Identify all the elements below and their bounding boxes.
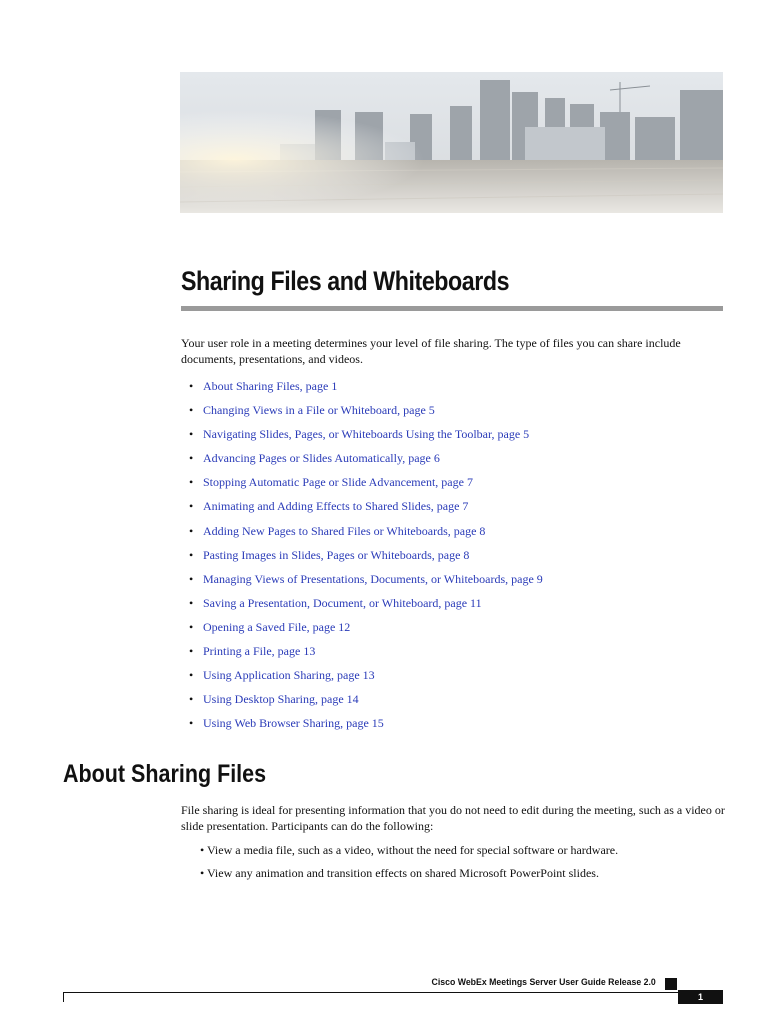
footer-guide-title: Cisco WebEx Meetings Server User Guide Release 2.0	[431, 977, 656, 988]
banner-image	[180, 72, 723, 213]
bullet: •	[189, 571, 194, 586]
toc-item	[189, 474, 543, 498]
toc-link-navigating-slides[interactable]: Navigating Slides, Pages, or Whiteboards Using the Toolbar, page 5	[203, 427, 530, 442]
list-item: • View any animation and transition effects on shared Microsoft PowerPoint slides.	[200, 866, 599, 880]
bullet: •	[189, 716, 194, 731]
toc-link-changing-views[interactable]: Changing Views in a File or Whiteboard, page 5	[203, 403, 435, 418]
page-number: 1	[678, 990, 723, 1004]
bullet: •	[189, 619, 194, 634]
toc-item	[189, 691, 543, 715]
bullet: •	[189, 595, 194, 610]
toc-item	[189, 450, 543, 474]
toc-link-adding-new-pages[interactable]: Adding New Pages to Shared Files or Whiteboards, page 8	[203, 523, 486, 538]
footer-mark	[665, 978, 677, 990]
bullet: •	[189, 403, 194, 418]
bullet: •	[189, 451, 194, 466]
chapter-toc	[189, 378, 543, 739]
toc-item	[189, 667, 543, 691]
bullet: •	[189, 499, 194, 514]
toc-item	[189, 523, 543, 547]
toc-item	[189, 426, 543, 450]
toc-link-stopping-advancement[interactable]: Stopping Automatic Page or Slide Advancement, page 7	[203, 475, 473, 490]
toc-link-opening-saved-file[interactable]: Opening a Saved File, page 12	[203, 619, 351, 634]
toc-item	[189, 619, 543, 643]
bullet: •	[189, 427, 194, 442]
section-heading: About Sharing Files	[63, 760, 267, 788]
toc-link-saving-presentation[interactable]: Saving a Presentation, Document, or Whiteboard, page 11	[203, 595, 482, 610]
toc-link-pasting-images[interactable]: Pasting Images in Slides, Pages or Whiteboards, page 8	[203, 547, 470, 562]
toc-item	[189, 498, 543, 522]
toc-link-desktop-sharing[interactable]: Using Desktop Sharing, page 14	[203, 692, 359, 707]
bullet: •	[189, 644, 194, 659]
bullet: •	[189, 475, 194, 490]
toc-item	[189, 547, 543, 571]
chapter-title: Sharing Files and Whiteboards	[181, 266, 510, 296]
section-body: File sharing is ideal for presenting information that you do not need to edit during the meeting, such as a video or slide presentation. Participants can do the following:	[181, 803, 725, 833]
title-rule	[181, 306, 723, 311]
bullet: •	[189, 692, 194, 707]
footer-rule	[63, 992, 723, 993]
toc-item	[189, 402, 543, 426]
chapter-intro: Your user role in a meeting determines your level of file sharing. The type of files you can share include documents, presentations, and videos.	[181, 336, 681, 366]
toc-item	[189, 643, 543, 667]
bullet: •	[189, 379, 194, 393]
toc-link-application-sharing[interactable]: Using Application Sharing, page 13	[203, 668, 375, 683]
toc-link-managing-views[interactable]: Managing Views of Presentations, Documents, or Whiteboards, page 9	[203, 571, 543, 586]
toc-item	[189, 715, 543, 739]
toc-item	[189, 378, 543, 402]
toc-link-about-sharing-files[interactable]: About Sharing Files, page 1	[203, 379, 338, 393]
toc-link-advancing-pages[interactable]: Advancing Pages or Slides Automatically, page 6	[203, 451, 440, 466]
section-bullet-list	[200, 842, 618, 888]
toc-item	[189, 595, 543, 619]
bullet: •	[189, 523, 194, 538]
toc-item	[189, 571, 543, 595]
toc-link-printing-file[interactable]: Printing a File, page 13	[203, 644, 316, 659]
bullet: •	[189, 547, 194, 562]
bullet: •	[189, 668, 194, 683]
footer-tick	[63, 992, 64, 1002]
toc-link-web-browser-sharing[interactable]: Using Web Browser Sharing, page 15	[203, 716, 384, 731]
toc-link-animating-effects[interactable]: Animating and Adding Effects to Shared Slides, page 7	[203, 499, 469, 514]
list-item: • View a media file, such as a video, without the need for special software or hardware.	[200, 843, 619, 857]
